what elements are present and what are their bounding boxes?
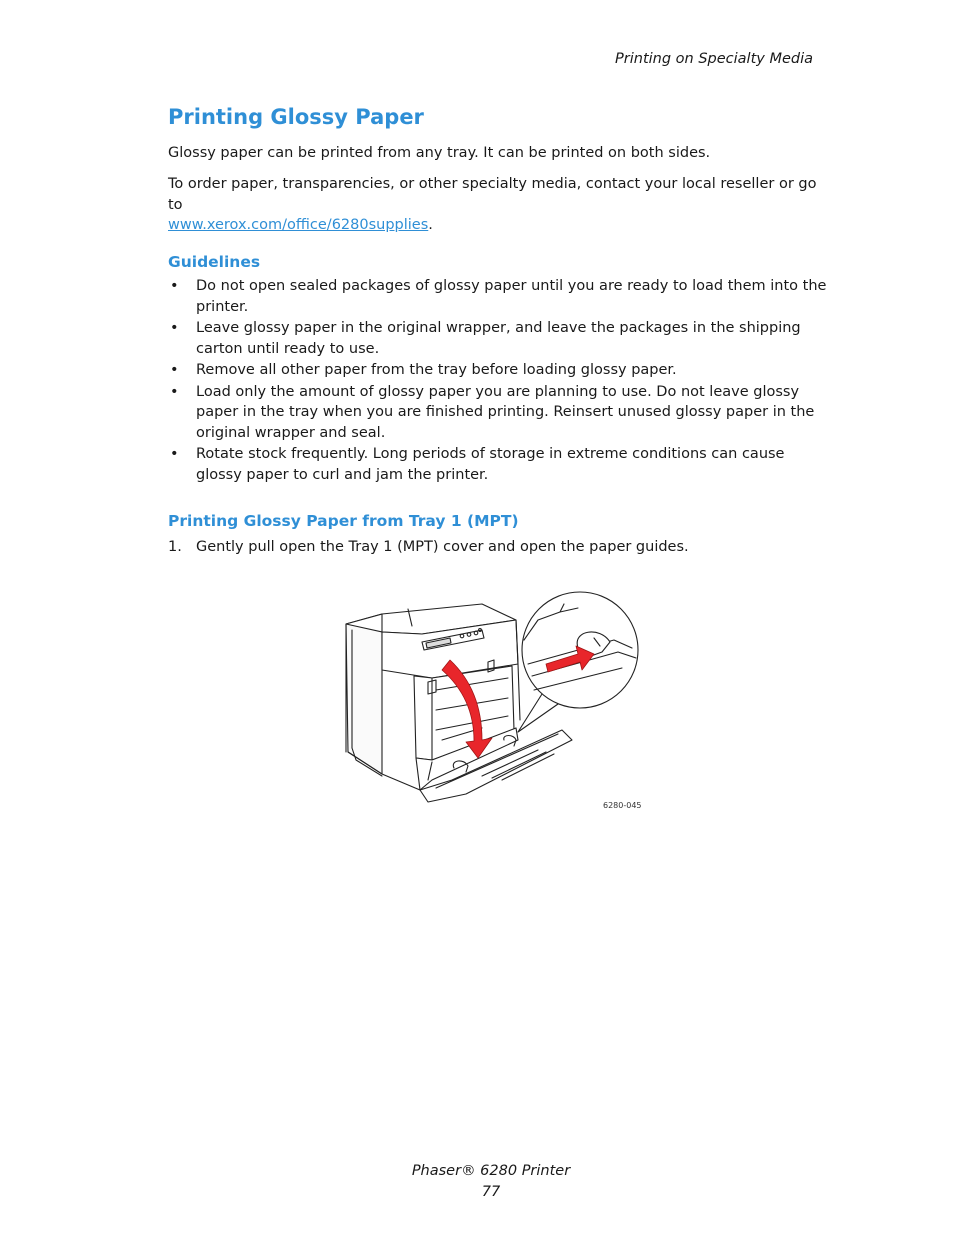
- order-period: .: [428, 217, 433, 233]
- figure-id: 6280-045: [603, 801, 642, 810]
- running-header: Printing on Specialty Media: [615, 51, 813, 67]
- bullet-icon: •: [170, 278, 179, 294]
- supplies-link[interactable]: www.xerox.com/office/6280supplies: [168, 217, 429, 233]
- list-item: [168, 444, 828, 485]
- list-item: [168, 360, 828, 381]
- list-item-text: Do not open sealed packages of glossy paper until you are ready to load them into the printer.: [196, 278, 827, 315]
- list-item-text: Rotate stock frequently. Long periods of storage in extreme conditions can cause glossy paper to curl and jam the printer.: [196, 446, 785, 483]
- bullet-icon: •: [170, 362, 179, 378]
- footer-product-text: Phaser® 6280 Printer: [411, 1163, 571, 1179]
- list-item: [168, 318, 828, 359]
- bullet-icon: •: [170, 383, 179, 400]
- intro-paragraph: Glossy paper can be printed from any tray. It can be printed on both sides.: [168, 145, 711, 161]
- guidelines-list: [168, 276, 828, 486]
- guidelines-heading: Guidelines: [168, 253, 261, 271]
- list-item: [168, 382, 828, 444]
- list-item: [168, 276, 828, 317]
- tray-section-heading: Printing Glossy Paper from Tray 1 (MPT): [168, 512, 519, 530]
- order-text: To order paper, transparencies, or other specialty media, contact your local reseller or go to: [168, 176, 817, 213]
- order-paragraph: [168, 174, 828, 236]
- bullet-icon: •: [170, 446, 179, 462]
- page-number: 77: [481, 1184, 501, 1200]
- bullet-icon: •: [170, 320, 179, 336]
- step-text: Gently pull open the Tray 1 (MPT) cover and open the paper guides.: [196, 539, 689, 555]
- printer-tray-illustration: [332, 590, 644, 814]
- step-number: 1.: [168, 539, 182, 555]
- page-title: Printing Glossy Paper: [168, 105, 424, 129]
- list-item-text: Leave glossy paper in the original wrapper, and leave the packages in the shipping carton until ready to use.: [196, 320, 801, 357]
- list-item-text: Load only the amount of glossy paper you are planning to use. Do not leave glossy paper in the tray when you are finished printing. Reinsert unused glossy paper in the original wrapper and seal.: [196, 383, 815, 441]
- list-item-text: Remove all other paper from the tray before loading glossy paper.: [196, 362, 677, 378]
